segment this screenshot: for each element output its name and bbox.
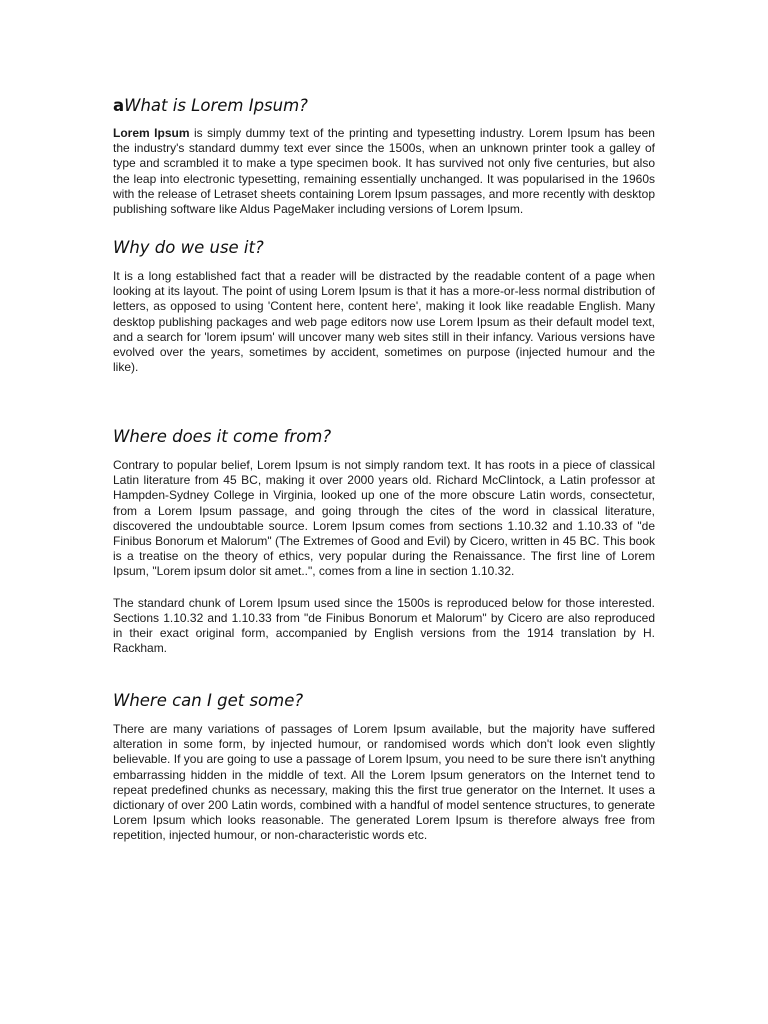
section-paragraph (113, 126, 655, 217)
section-why-do-we-use-it (113, 238, 655, 375)
section-paragraph: The standard chunk of Lorem Ipsum used since the 1500s is reproduced below for those interested. Sections 1.10.32 and 1.10.33 from "de Finibus Bonorum et Malorum" by Cicero are also reproduced in their exact original form, accompanied by English versions from the 1914 translation by H. Rackham. (113, 595, 655, 656)
section-heading: Where does it come from? (113, 427, 332, 446)
paragraph-text: is simply dummy text of the printing and typesetting industry. Lorem Ipsum has been the industry's standard dummy text ever since the 1500s, when an unknown printer took a galley of type and scrambled it to make a type specimen book. It has survived not only five centuries, but also the leap into electronic typesetting, remaining essentially unchanged. It was popularised in the 1960s with the release of Letraset sheets containing Lorem Ipsum passages, and more recently with desktop publishing software like Aldus PageMaker including versions of Lorem Ipsum. (113, 126, 655, 217)
section-heading: Where can I get some? (113, 691, 304, 710)
heading-text: What is Lorem Ipsum? (124, 96, 308, 115)
section-where-can-i-get-some (113, 691, 655, 844)
section-where-does-it-come-from (113, 427, 655, 656)
section-paragraph: Contrary to popular belief, Lorem Ipsum is not simply random text. It has roots in a piece of classical Latin literature from 45 BC, making it over 2000 years old. Richard McClintock, a Latin professor at Hampden-Sydney College in Virginia, looked up one of the more obscure Latin words, consectetur, from a Lorem Ipsum passage, and going through the cites of the word in classical literature, discovered the undoubtable source. Lorem Ipsum comes from sections 1.10.32 and 1.10.33 of "de Finibus Bonorum et Malorum" (The Extremes of Good and Evil) by Cicero, written in 45 BC. This book is a treatise on the theory of ethics, very popular during the Renaissance. The first line of Lorem Ipsum, "Lorem ipsum dolor sit amet..", comes from a line in section 1.10.32. (113, 458, 655, 579)
section-paragraph: There are many variations of passages of Lorem Ipsum available, but the majority have suffered alteration in some form, by injected humour, or randomised words which don't look even slightly believable. If you are going to use a passage of Lorem Ipsum, you need to be sure there isn't anything embarrassing hidden in the middle of text. All the Lorem Ipsum generators on the Internet tend to repeat predefined chunks as necessary, making this the first true generator on the Internet. It uses a dictionary of over 200 Latin words, combined with a handful of model sentence structures, to generate Lorem Ipsum which looks reasonable. The generated Lorem Ipsum is therefore always free from repetition, injected humour, or non-characteristic words etc. (113, 722, 655, 843)
section-what-is-lorem-ipsum (113, 96, 655, 217)
section-heading: Why do we use it? (113, 238, 264, 257)
heading-lead-letter: a (113, 96, 125, 115)
lead-bold-term: Lorem Ipsum (113, 126, 190, 140)
section-paragraph: It is a long established fact that a reader will be distracted by the readable content of a page when looking at its layout. The point of using Lorem Ipsum is that it has a more-or-less normal distribution of letters, as opposed to using 'Content here, content here', making it look like readable English. Many desktop publishing packages and web page editors now use Lorem Ipsum as their default model text, and a search for 'lorem ipsum' will uncover many web sites still in their infancy. Various versions have evolved over the years, sometimes by accident, sometimes on purpose (injected humour and the like). (113, 269, 655, 375)
section-heading (113, 96, 655, 116)
